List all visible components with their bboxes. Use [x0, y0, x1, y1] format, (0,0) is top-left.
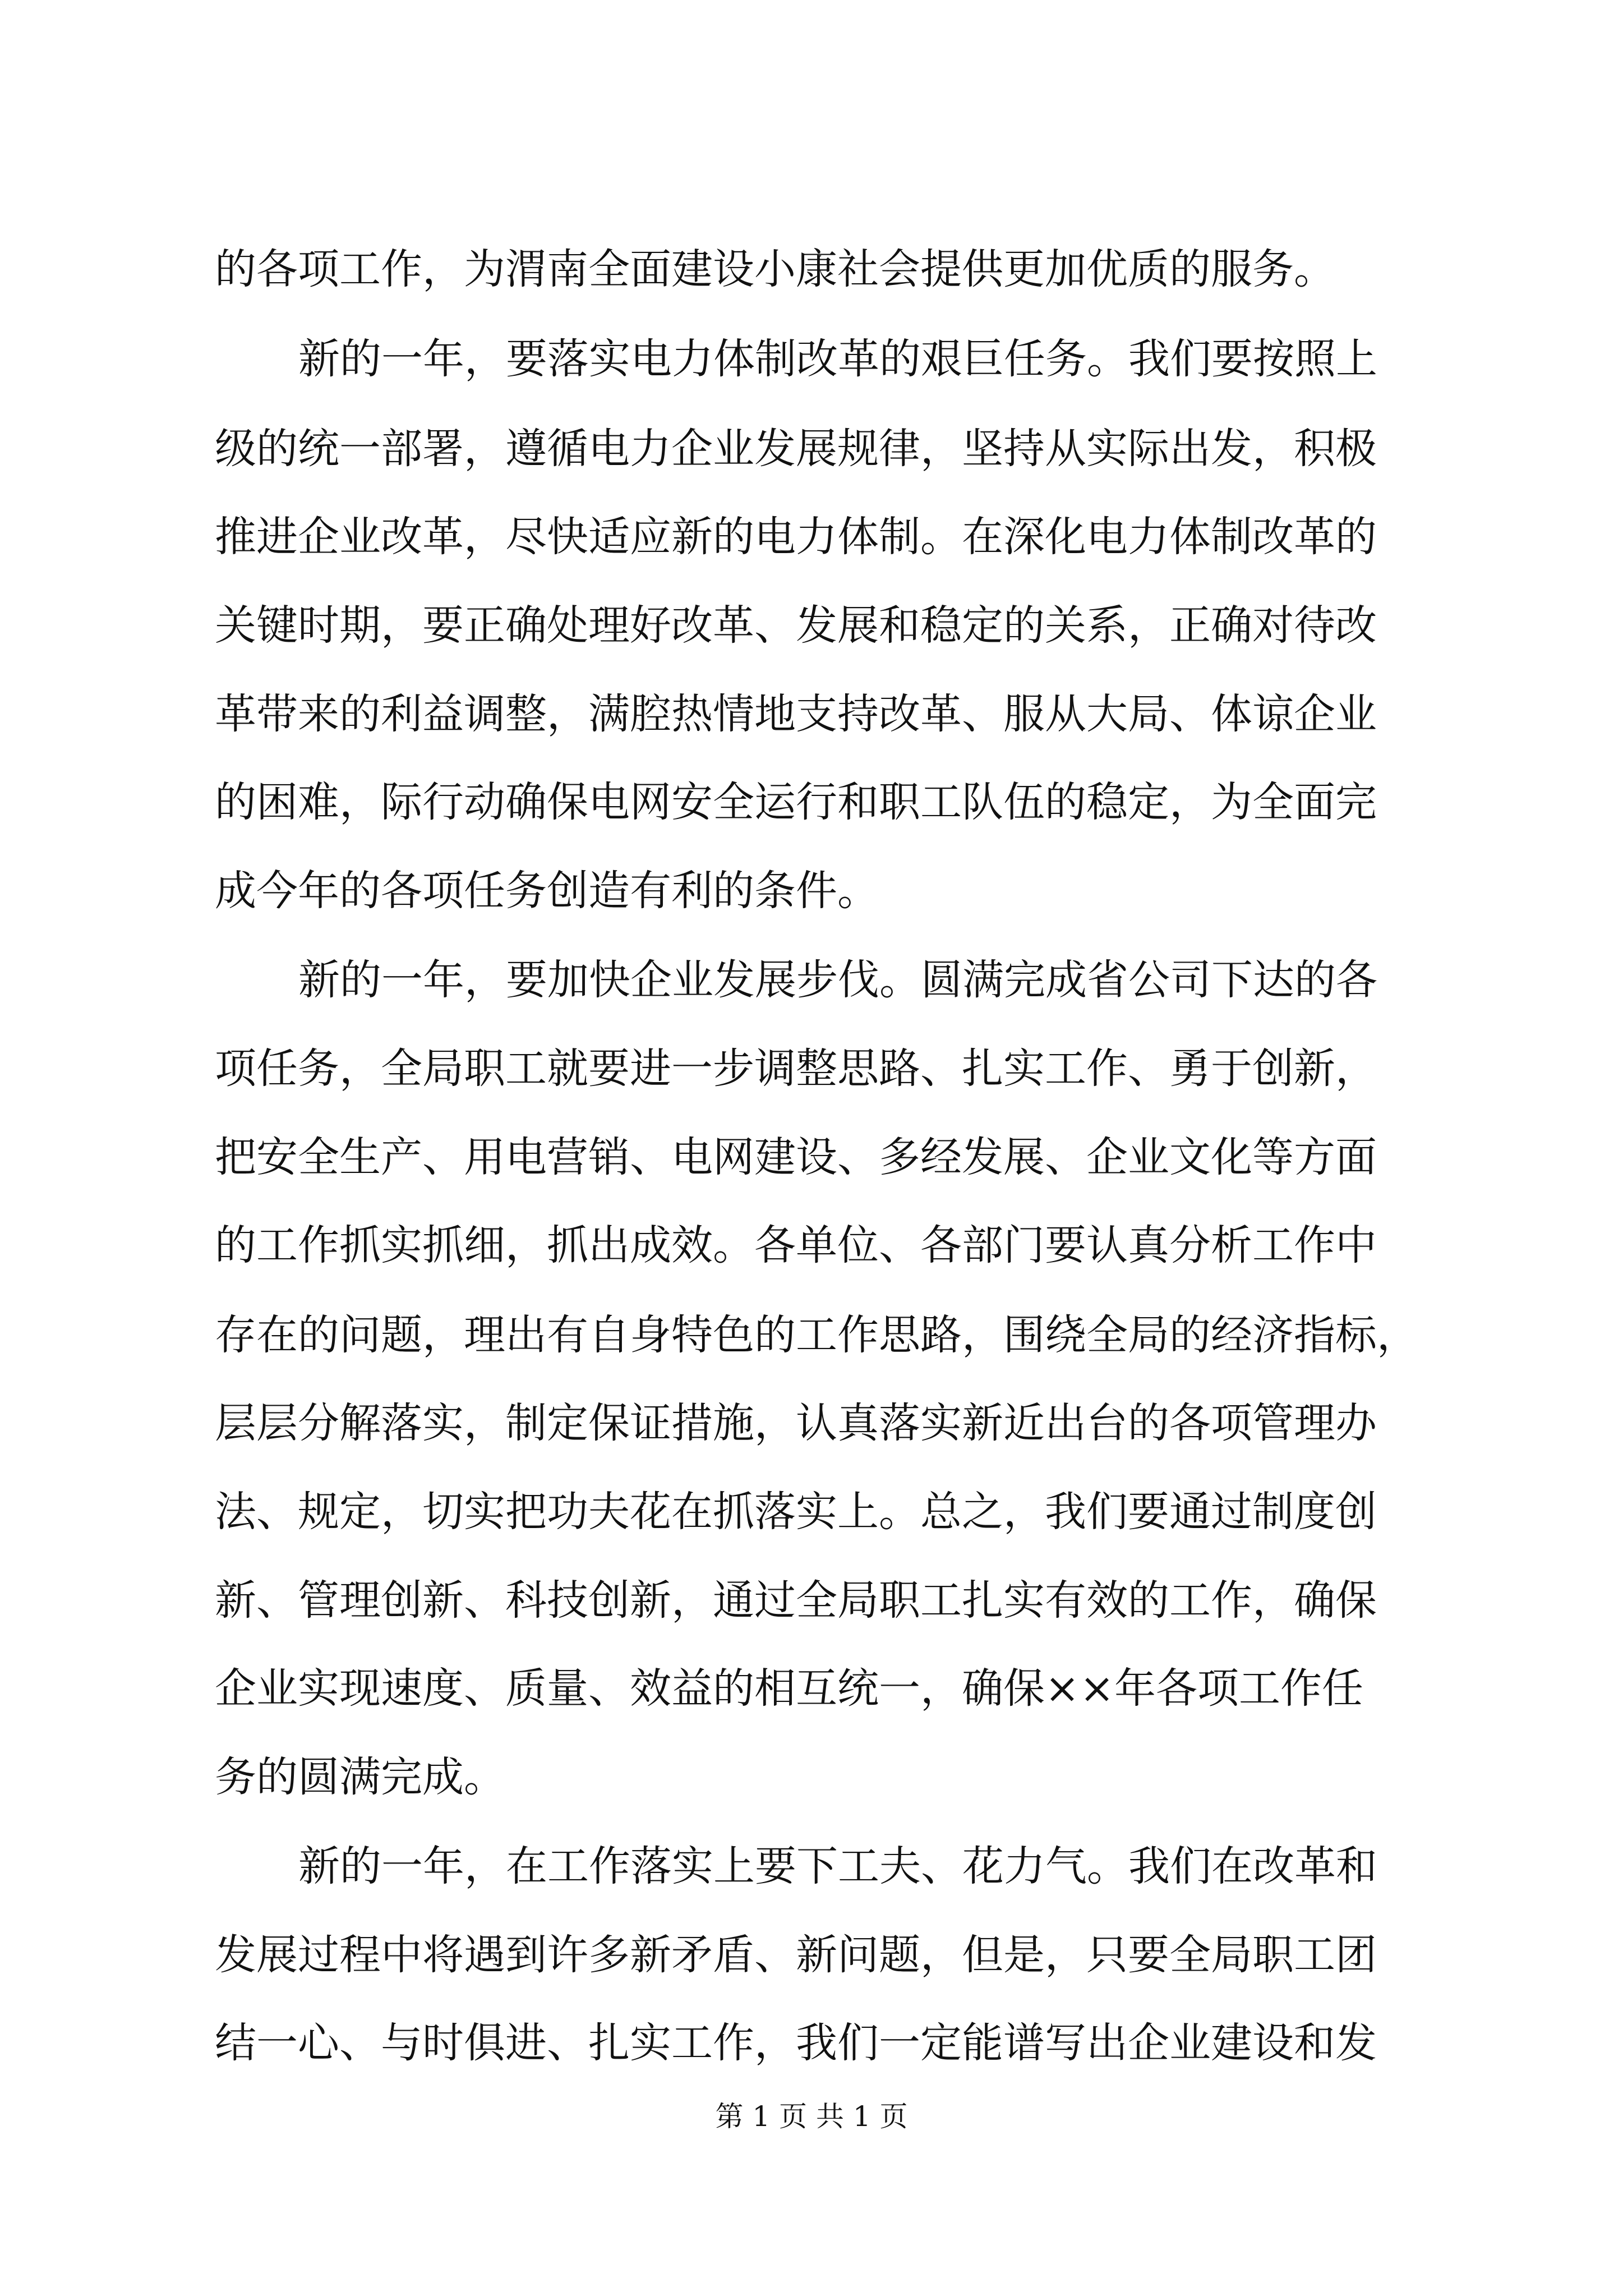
body-text-line: 级的统一部署，遵循电力企业发展规律，坚持从实际出发，积极	[215, 425, 1377, 473]
body-text-line: 把安全生产、用电营销、电网建设、多经发展、企业文化等方面	[215, 1133, 1377, 1181]
body-text-line: 结一心、与时俱进、扎实工作，我们一定能谱写出企业建设和发	[215, 2019, 1377, 2067]
body-text-line: 新的一年，在工作落实上要下工夫、花力气。我们在改革和	[298, 1842, 1377, 1890]
body-text-line: 关键时期，要正确处理好改革、发展和稳定的关系，正确对待改	[215, 601, 1377, 650]
body-text-line: 新、管理创新、科技创新，通过全局职工扎实有效的工作，确保	[215, 1576, 1377, 1625]
body-text-line: 革带来的利益调整，满腔热情地支持改革、服从大局、体谅企业	[215, 690, 1377, 738]
body-text-line: 的各项工作，为渭南全面建设小康社会提供更加优质的服务。	[215, 245, 1335, 293]
body-text-line: 推进企业改革，尽快适应新的电力体制。在深化电力体制改革的	[215, 513, 1377, 561]
body-text-line: 项任务，全局职工就要进一步调整思路、扎实工作、勇于创新，	[215, 1045, 1377, 1093]
body-text-line: 发展过程中将遇到许多新矛盾、新问题，但是，只要全局职工团	[215, 1931, 1377, 1979]
body-text-line: 务的圆满完成。	[215, 1753, 505, 1801]
body-text-line: 的困难，际行动确保电网安全运行和职工队伍的稳定，为全面完	[215, 778, 1377, 826]
body-text-line: 存在的问题，理出有自身特色的工作思路，围绕全局的经济指标，	[215, 1311, 1418, 1359]
body-text-line: 层层分解落实，制定保证措施，认真落实新近出台的各项管理办	[215, 1399, 1377, 1447]
body-text-line: 新的一年，要落实电力体制改革的艰巨任务。我们要按照上	[298, 335, 1377, 383]
body-text-line: 成今年的各项任务创造有利的条件。	[215, 867, 879, 915]
body-text-line: 新的一年，要加快企业发展步伐。圆满完成省公司下达的各	[298, 956, 1377, 1004]
body-text-line: 企业实现速度、质量、效益的相互统一，确保××年各项工作任	[215, 1664, 1364, 1713]
body-text-line: 法、规定，切实把功夫花在抓落实上。总之，我们要通过制度创	[215, 1488, 1377, 1536]
body-text-line: 的工作抓实抓细，抓出成效。各单位、各部门要认真分析工作中	[215, 1221, 1377, 1269]
page-number-footer: 第 1 页 共 1 页	[715, 2100, 908, 2133]
